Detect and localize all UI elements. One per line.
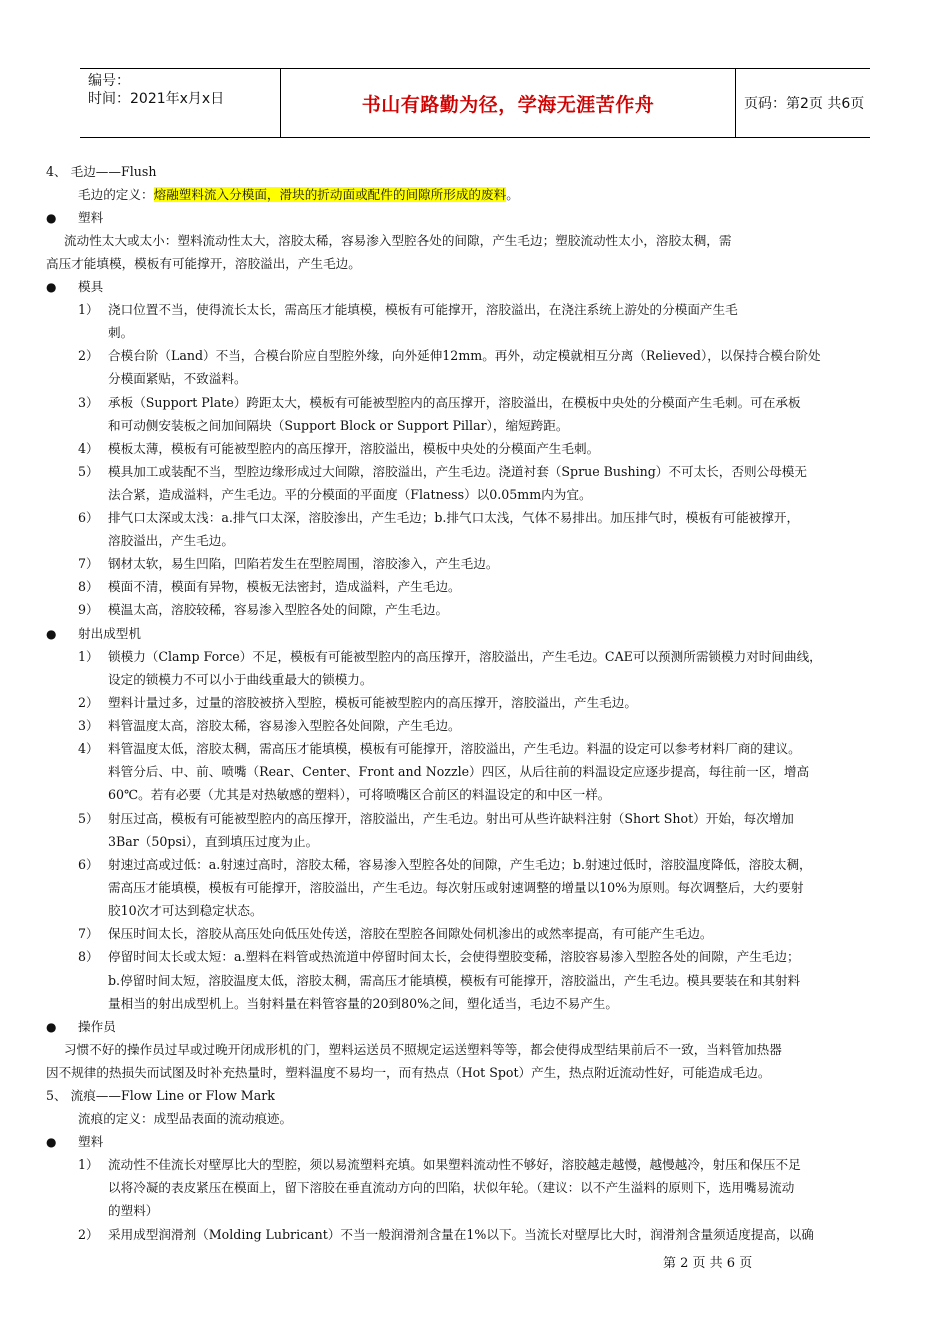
list-item: 塑料计量过多，过量的溶胶被挤入型腔，模板可能被型腔内的高压撑开，溶胶溢出，产生毛边。	[108, 695, 637, 710]
document-number-label: 编号：	[88, 73, 130, 89]
subheading-mold: 模具	[78, 279, 104, 294]
list-item-continued: 需高压才能填模，模板有可能撑开，溶胶溢出，产生毛边。每次射压或射速调整的增量以10%为原则。每次调整后，大约要射	[108, 880, 804, 895]
list-item: 浇口位置不当，使得流长太长，需高压才能填模，模板有可能撑开，溶胶溢出，在浇注系统上游处的分模面产生毛	[108, 302, 738, 317]
list-item-continued: 法合紧，造成溢料，产生毛边。平的分模面的平面度（Flatness）以0.05mm内为宜。	[108, 487, 592, 502]
list-number: 1）	[78, 649, 99, 664]
list-item-continued: 设定的锁模力不可以小于曲线重最大的锁模力。	[108, 672, 373, 687]
bullet-icon: ●	[46, 211, 57, 225]
list-number: 6）	[78, 510, 99, 525]
subheading-plastic: 塑料	[78, 210, 104, 225]
definition-line	[78, 187, 519, 203]
list-item-continued: 3Bar（50psi），直到填压过度为止。	[108, 834, 319, 849]
paragraph-line: 流动性太大或太小：塑料流动性太大，溶胶太稀，容易渗入型腔各处的间隙，产生毛边；塑胶流动性太小，溶胶太稠，需	[64, 233, 732, 248]
highlighted-definition: 熔融塑料流入分模面，滑块的折动面或配件的间隙所形成的废料	[153, 187, 507, 202]
list-number: 5）	[78, 811, 99, 826]
list-item: 料管温度太低，溶胶太稠，需高压才能填模，模板有可能撑开，溶胶溢出，产生毛边。料温的设定可以参考材料厂商的建议。	[108, 741, 801, 756]
paragraph-line: 习惯不好的操作员过早或过晚开闭成形机的门，塑料运送员不照规定运送塑料等等，都会使得成型结果前后不一致，当料管加热器	[64, 1042, 782, 1057]
list-item-continued: 溶胶溢出，产生毛边。	[108, 533, 234, 548]
list-number: 8）	[78, 579, 99, 594]
document-date: 时间：2021年x月x日	[88, 91, 225, 107]
list-item-continued: b.停留时间太短，溶胶温度太低，溶胶太稠，需高压才能填模，模板有可能撑开，溶胶溢出，产生毛边。模具要装在和其射料	[108, 973, 801, 988]
page-header	[80, 68, 870, 138]
list-number: 8）	[78, 949, 99, 964]
list-item: 锁模力（Clamp Force）不足，模板有可能被型腔内的高压撑开，溶胶溢出，产生毛边。CAE可以预测所需锁模力对时间曲线，	[108, 649, 822, 664]
header-left-cell	[80, 69, 280, 137]
list-number: 4）	[78, 741, 99, 756]
subheading-operator: 操作员	[78, 1019, 116, 1034]
list-item: 流动性不佳流长对壁厚比大的型腔，须以易流塑料充填。如果塑料流动性不够好，溶胶越走越慢，越慢越冷，射压和保压不足	[108, 1157, 801, 1172]
header-motto: 书山有路勤为径，学海无涯苦作舟	[361, 93, 655, 116]
list-item: 排气口太深或太浅：a.排气口太深，溶胶渗出，产生毛边；b.排气口太浅，气体不易排出。加压排气时，模板有可能被撑开，	[108, 510, 800, 525]
list-item-continued: 量相当的射出成型机上。当射料量在料管容量的20到80%之间，塑化适当，毛边不易产生。	[108, 996, 618, 1011]
list-item: 模面不清，模面有异物，模板无法密封，造成溢料，产生毛边。	[108, 579, 461, 594]
list-number: 2）	[78, 695, 99, 710]
list-item: 合模台阶（Land）不当，合模台阶应自型腔外缘，向外延伸12mm。再外，动定模就相互分离（Relieved），以保持合模台阶处	[108, 348, 821, 363]
list-item: 保压时间太长，溶胶从高压处向低压处传送，溶胶在型腔各间隙处伺机渗出的或然率提高，有可能产生毛边。	[108, 926, 713, 941]
list-number: 6）	[78, 857, 99, 872]
list-number: 1）	[78, 1157, 99, 1172]
list-item: 射压过高，模板有可能被型腔内的高压撑开，溶胶溢出，产生毛边。射出可从些许缺料注射（Short Shot）开始，每次增加	[108, 811, 794, 826]
list-number: 3）	[78, 718, 99, 733]
list-number: 9）	[78, 602, 99, 617]
list-number: 5）	[78, 464, 99, 479]
list-item: 料管温度太高，溶胶太稀，容易渗入型腔各处间隙，产生毛边。	[108, 718, 461, 733]
list-item-continued: 的塑料）	[108, 1203, 159, 1218]
list-number: 2）	[78, 348, 99, 363]
list-item-continued: 和可动侧安装板之间加间隔块（Support Block or Support Pillar），缩短跨距。	[108, 418, 569, 433]
list-item: 模具加工或装配不当，型腔边缘形成过大间隙，溶胶溢出，产生毛边。浇道衬套（Sprue Bushing）不可太长，否则公母模无	[108, 464, 807, 479]
page-footer: 第 2 页 共 6 页	[663, 1256, 753, 1271]
subheading-plastic: 塑料	[78, 1134, 104, 1149]
header-motto-cell	[280, 69, 736, 137]
list-item: 模温太高，溶胶较稀，容易渗入型腔各处的间隙，产生毛边。	[108, 602, 449, 617]
list-number: 4）	[78, 441, 99, 456]
bullet-icon: ●	[46, 1135, 57, 1149]
list-number: 3）	[78, 395, 99, 410]
paragraph-line: 高压才能填模，模板有可能撑开，溶胶溢出，产生毛边。	[46, 256, 361, 271]
list-item: 模板太薄，模板有可能被型腔内的高压撑开，溶胶溢出，模板中央处的分模面产生毛刺。	[108, 441, 600, 456]
definition-line: 流痕的定义：成型品表面的流动痕迹。	[78, 1111, 293, 1126]
list-number: 7）	[78, 556, 99, 571]
list-item: 承板（Support Plate）跨距太大，模板有可能被型腔内的高压撑开，溶胶溢出，在模板中央处的分模面产生毛刺。可在承板	[108, 395, 801, 410]
list-item-continued: 胶10次才可达到稳定状态。	[108, 903, 263, 918]
list-item: 射速过高或过低：a.射速过高时，溶胶太稀，容易渗入型腔各处的间隙，产生毛边；b.射速过低时，溶胶温度降低，溶胶太稠，	[108, 857, 812, 872]
section-heading-flow-mark: 5、 流痕——Flow Line or Flow Mark	[46, 1088, 275, 1103]
definition-end: 。	[506, 187, 519, 202]
definition-label: 毛边的定义：	[78, 187, 154, 202]
paragraph-line: 因不规律的热损失而试图及时补充热量时，塑料温度不易均一，而有热点（Hot Spot）产生，热点附近流动性好，可能造成毛边。	[46, 1065, 771, 1080]
list-item: 钢材太软，易生凹陷，凹陷若发生在型腔周围，溶胶渗入，产生毛边。	[108, 556, 499, 571]
list-number: 2）	[78, 1227, 99, 1242]
section-heading-flush: 4、 毛边——Flush	[46, 164, 157, 179]
header-page-number: 页码：第2页 共6页	[744, 96, 865, 112]
subheading-machine: 射出成型机	[78, 626, 141, 641]
list-item-continued: 分模面紧贴，不致溢料。	[108, 371, 247, 386]
list-number: 7）	[78, 926, 99, 941]
list-item-continued: 以将冷凝的表皮紧压在模面上，留下溶胶在垂直流动方向的凹陷，状似年轮。（建议：以不产生溢料的原则下，选用嘴易流动	[108, 1180, 795, 1195]
list-item-continued: 料管分后、中、前、喷嘴（Rear、Center、Front and Nozzle）四区，从后往前的料温设定应逐步提高，每往前一区，增高	[108, 764, 810, 779]
list-number: 1）	[78, 302, 99, 317]
bullet-icon: ●	[46, 1020, 57, 1034]
bullet-icon: ●	[46, 627, 57, 641]
bullet-icon: ●	[46, 280, 57, 294]
header-page-cell	[734, 69, 870, 137]
list-item-continued: 60℃。若有必要（尤其是对热敏感的塑料），可将喷嘴区合前区的料温设定的和中区一样。	[108, 787, 611, 802]
list-item: 停留时间太长或太短：a.塑料在料管或热流道中停留时间太长，会使得塑胶变稀，溶胶容易渗入型腔各处的间隙，产生毛边；	[108, 949, 800, 964]
list-item: 采用成型润滑剂（Molding Lubricant）不当一般润滑剂含量在1%以下。当流长对壁厚比大时，润滑剂含量须适度提高，以确	[108, 1227, 814, 1242]
list-item-continued: 刺。	[108, 325, 134, 340]
